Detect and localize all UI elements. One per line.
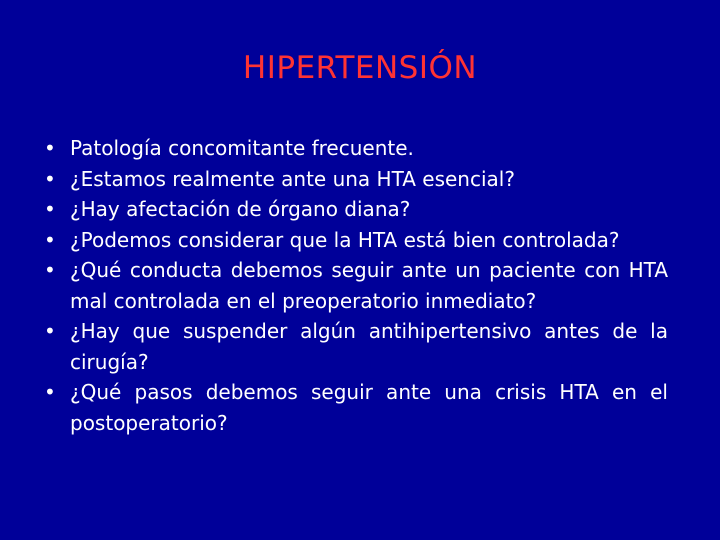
bullet-icon: •	[44, 227, 56, 252]
bullet-icon: •	[44, 197, 56, 221]
bullet-text: ¿Estamos realmente ante una HTA esencial?	[70, 166, 515, 191]
bullet-item	[0, 255, 668, 316]
bullet-icon: •	[44, 258, 56, 282]
bullet-text: ¿Qué pasos debemos seguir ante una crisis HTA en el postoperatorio?	[70, 380, 668, 435]
bullet-icon: •	[44, 136, 56, 160]
bullet-item	[0, 164, 668, 195]
bullet-icon: •	[44, 166, 56, 191]
bullet-icon: •	[44, 319, 56, 343]
bullet-text: ¿Hay que suspender algún antihipertensivo antes de la cirugía?	[70, 319, 668, 374]
bullet-item	[0, 194, 668, 225]
bullet-item	[0, 377, 668, 438]
slide-title: HIPERTENSIÓN	[242, 50, 478, 86]
bullet-list	[0, 133, 720, 438]
bullet-item	[0, 316, 668, 377]
bullet-item	[0, 133, 668, 164]
bullet-text: ¿Podemos considerar que la HTA está bien controlada?	[70, 227, 620, 252]
bullet-text: Patología concomitante frecuente.	[70, 136, 414, 160]
bullet-text: ¿Qué conducta debemos seguir ante un paciente con HTA mal controlada en el preoperatorio inmediato?	[70, 258, 668, 313]
bullet-item	[0, 225, 668, 256]
bullet-icon: •	[44, 380, 56, 404]
bullet-text: ¿Hay afectación de órgano diana?	[70, 197, 411, 221]
